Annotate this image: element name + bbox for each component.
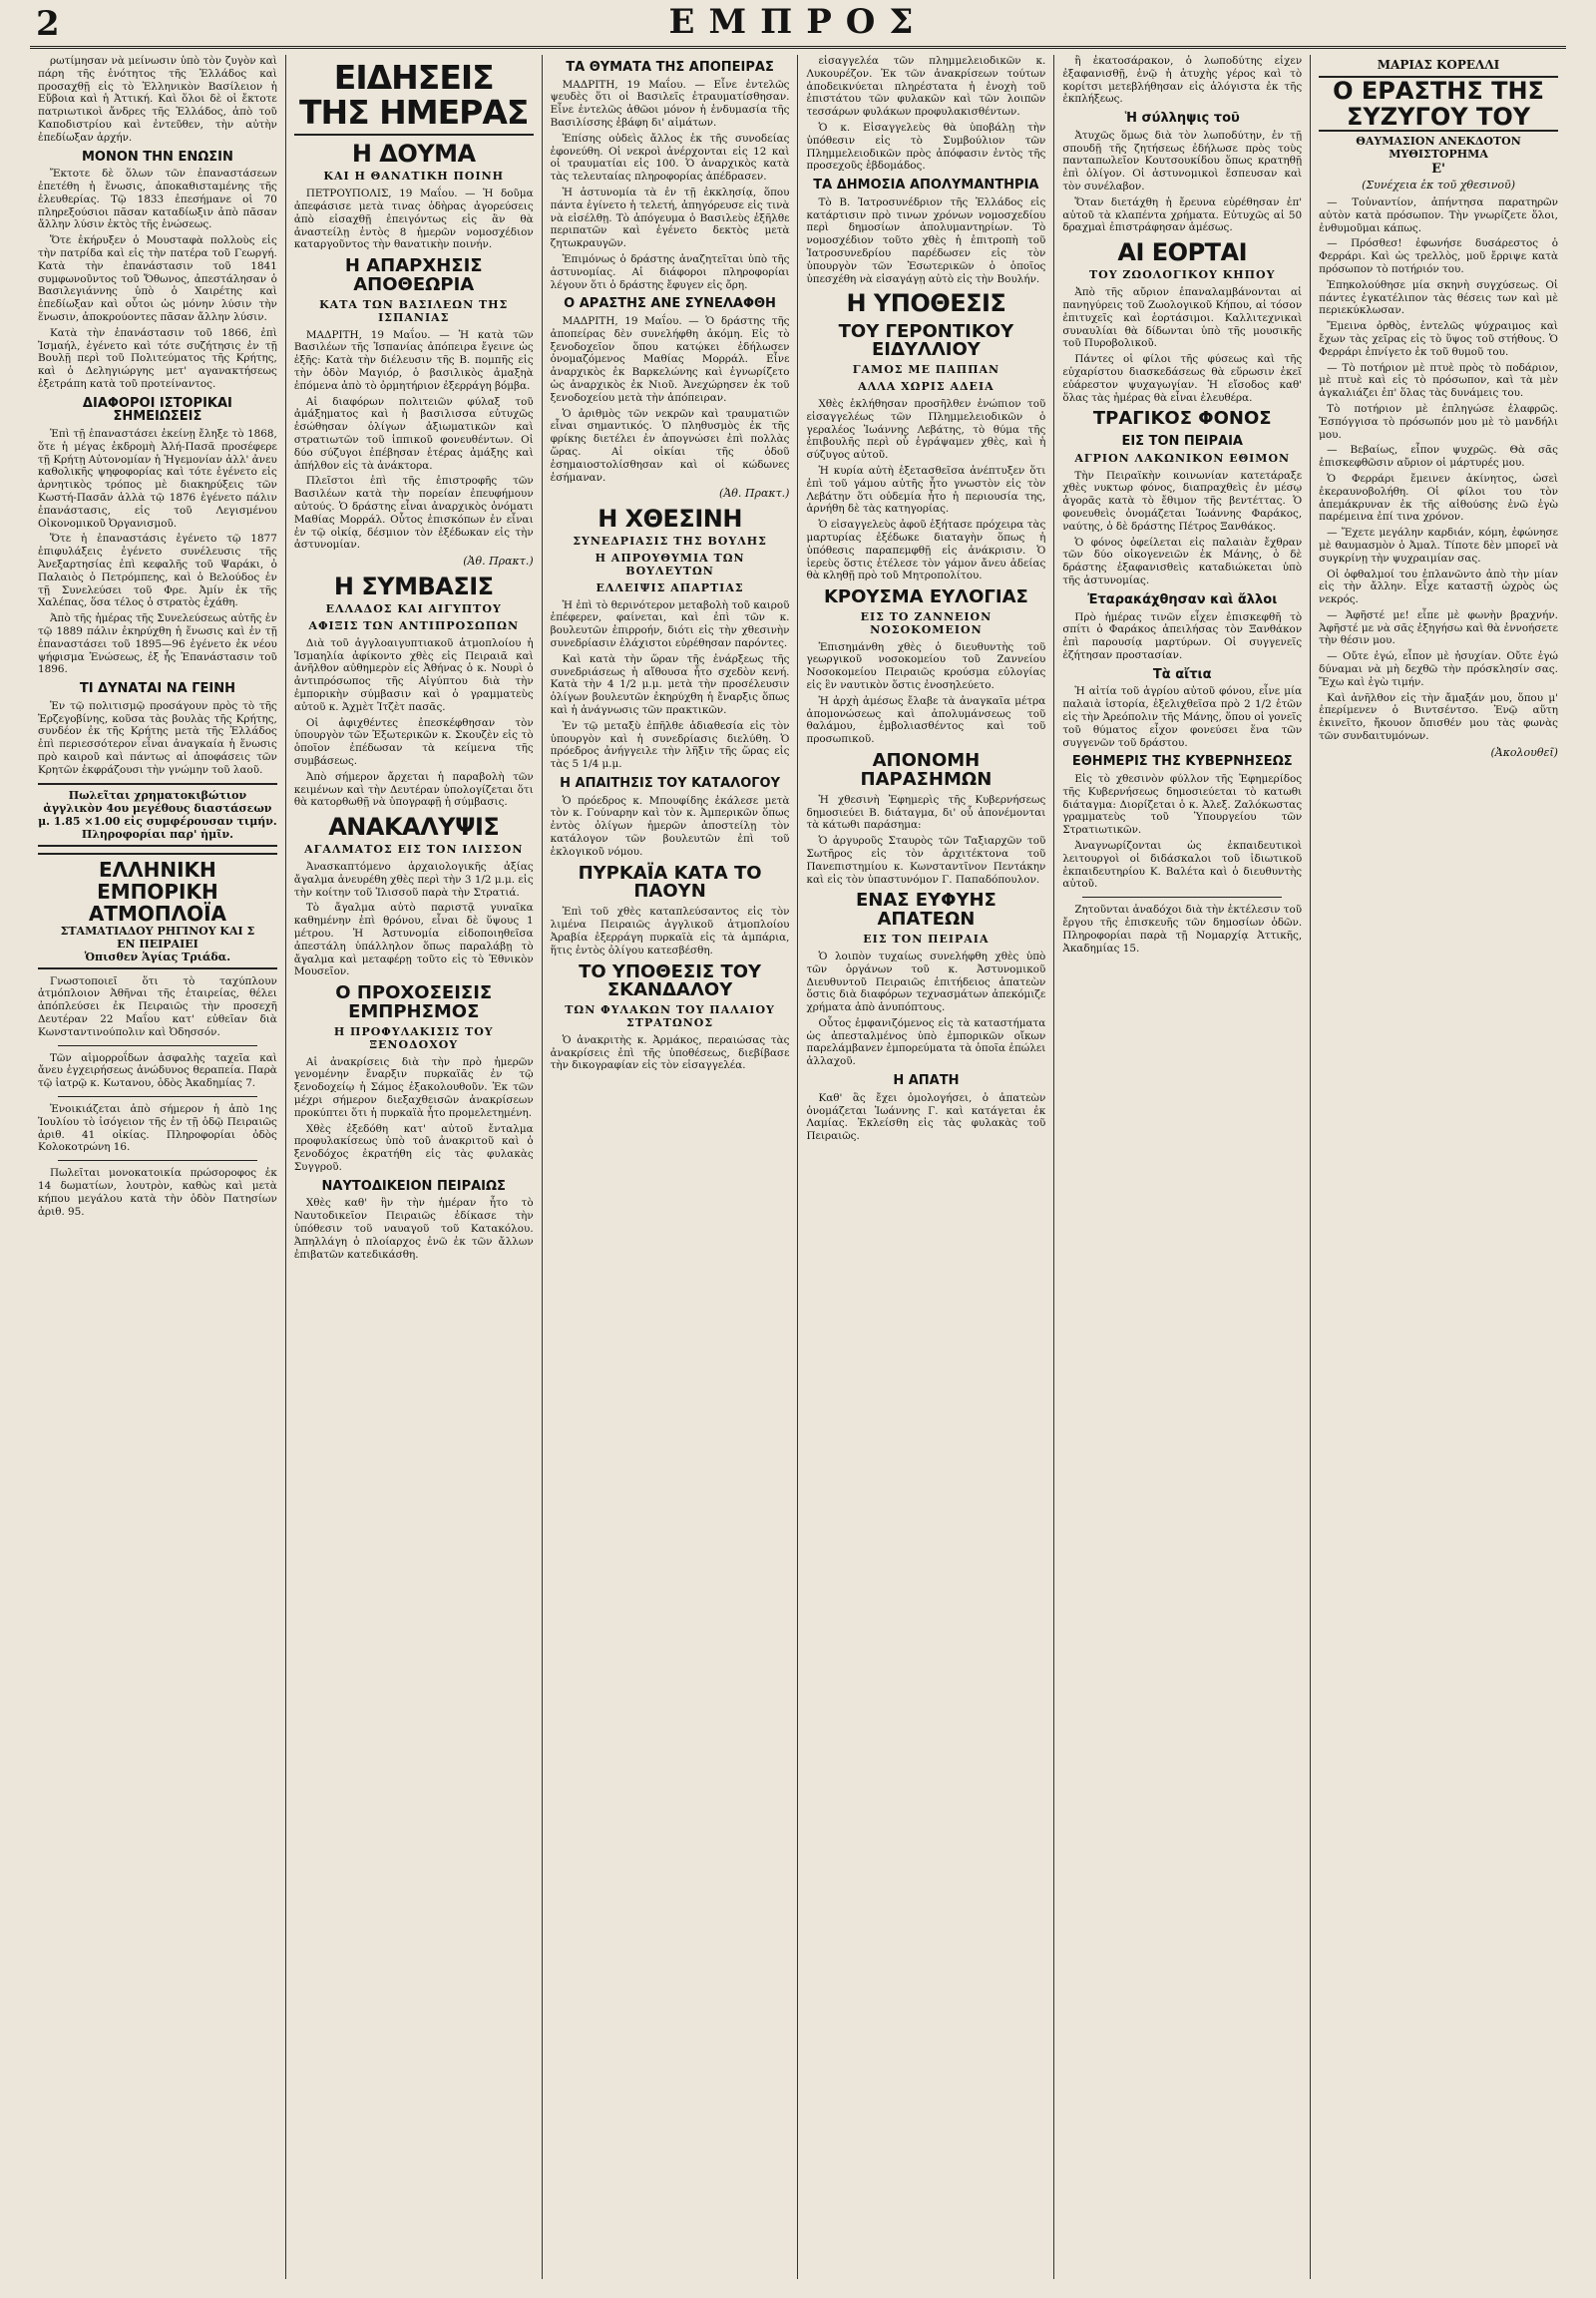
serial-continuation-note: (Συνέχεια ἐκ τοῦ χθεσινοῦ): [1362, 179, 1516, 192]
article-text: ΜΑΔΡΙΤΗ, 19 Μαΐου. — Ἡ κατὰ τῶν Βασιλέων τῆς Ἱσπανίας ἀπόπειρα ἔγεινε ὡς ἑξῆς: Κατὰ τὴν διέλευσιν τῆς Β. πομπῆς εἰς τὴν ὁδὸν Μαγιόρ, ὁ βασιλικὸς ἀμαξηὰ ἐπόμενα ἀπὸ τὸ ὀρμητήριον ἐξερράγη βόμβα.: [293, 328, 534, 392]
column-5: [1054, 55, 1311, 2279]
article-text: Ἐπιμόνως ὁ δράστης ἀναζητεῖται ὑπὸ τῆς ἀστυνομίας. Αἱ διάφοροι πληροφορίαι λέγουν ὅτι ὁ δράστης ἔφυγεν εἰς ὄρη.: [550, 253, 790, 291]
masthead: [30, 0, 1566, 49]
article-text: Ἡ χθεσινὴ Ἐφημερὶς τῆς Κυβερνήσεως δημοσιεύει Β. διάταγμα, δι' οὗ ἀπονέμονται τὰ κάτωθι παράσημα:: [806, 793, 1046, 832]
headline: Η ΣΥΜΒΑΣΙΣ: [333, 572, 494, 600]
headline: ΜΟΝΟΝ ΤΗΝ ΕΝΩΣΙΝ: [81, 149, 233, 165]
source-credit: (Ἀθ. Πρακτ.): [463, 555, 534, 569]
serial-text: Ἔμεινα ὀρθὸς, ἐντελῶς ψύχραιμος καὶ ἔχων τὰς χεῖρας εἰς τὸ ὕψος τοῦ στήθους. Ὁ Φερράρι ἐπνίγετο ἐκ τοῦ θυμοῦ του.: [1319, 320, 1558, 358]
classified-ad: Ἐνοικιάζεται ἀπὸ σήμερον ἡ ἀπὸ 1ης Ἰουλίου τὸ ἰσόγειον τῆς ἐν τῇ ὁδῷ Πειραιῶς ἀριθ. 41 οἰκίας. Πληροφορίαι ὁδὸς Κολοκοτρώνη 16.: [38, 1102, 277, 1154]
section-title: ΕΙΔΗΣΕΙΣ ΤΗΣ ΗΜΕΡΑΣ: [294, 61, 534, 136]
headline: ΤΡΑΓΙΚΟΣ ΦΟΝΟΣ: [1092, 408, 1272, 430]
article-text: Ἀπὸ τῆς ἡμέρας τῆς Συνελεύσεως αὐτῆς ἐν τῷ 1889 πάλιν ἐκηρύχθη ἡ ἕνωσις καὶ ἐν τῇ ἐπαναστάσει τοῦ 1895—96 ἐγένετο ἐκ νέου ψήφισμα Ἐνώσεως, ἐξ ἧς Ἐπανάστασιν τοῦ 1896.: [38, 612, 277, 676]
article-text: Ὅταν διετάχθη ἡ ἔρευνα εὑρέθησαν ἐπ' αὐτοῦ τὰ κλαπέντα χρήματα. Εὐτυχῶς αἱ 50 δραχμαὶ ἐπιστράφησαν ἀμέσως.: [1062, 195, 1303, 234]
article-text: Καθ' ἃς ἔχει ὁμολογήσει, ὁ ἀπατεὼν ὀνομάζεται Ἰωάννης Γ. καὶ κατάγεται ἐκ Λαμίας. Ἐκλείσθη εἰς τὰς φυλακὰς τοῦ Πειραιῶς.: [806, 1091, 1046, 1143]
article-text: Πάντες οἱ φίλοι τῆς φύσεως καὶ τῆς εὐχαρίστου διασκεδάσεως θὰ εὕρωσιν ἐκεῖ εὐάρεστον ψυχαγωγίαν. Ἡ εἴσοδος καθ' ὅλας τὰς ἡμέρας θὰ εἶναι ἐλευθέρα.: [1062, 353, 1303, 404]
shipping-advertisement: [38, 853, 277, 969]
source-credit: (Ἀθ. Πρακτ.): [719, 487, 790, 501]
subheadline: ΕΙΣ ΤΟΝ ΠΕΙΡΑΙΑ: [863, 933, 990, 947]
subheadline: ΤΩΝ ΦΥΛΑΚΩΝ ΤΟΥ ΠΑΛΑΙΟΥ ΣΤΡΑΤΩΝΟΣ: [565, 1003, 775, 1030]
subheadline: ΤΟΥ ΖΩΟΛΟΓΙΚΟΥ ΚΗΠΟΥ: [1088, 268, 1276, 282]
headline: Η ΑΠΑΤΗ: [893, 1073, 960, 1089]
article-text: Ἐπίσης οὐδεὶς ἄλλος ἐκ τῆς συνοδείας ἐφονεύθη. Οἱ νεκροὶ ἀνέρχονται εἰς 12 καὶ οἱ τραυματίαι εἰς 100. Ὁ ἀναρχικὸς κατὰ τὰς τελευταίας πληροφορίας ἀπέδρασεν.: [550, 132, 790, 184]
article-text: Πλεῖστοι ἐπὶ τῆς ἐπιστροφῆς τῶν Βασιλέων κατὰ τὴν πορείαν ἐπευφήμουν αὐτούς. Ὁ δράστης εἶναι ἀναρχικὸς ὀνόματι Μαθίας Μορράλ. Οὗτος ἐπισκόπων ἐν εἶναι ἐν τῷ οἰκίᾳ, δέσμιον τὸν ἐξέδωκαν εἰς τὴν ἀστυνομίαν.: [293, 475, 534, 552]
article-text: ἢ ἐκατοσάρακον, ὁ λωποδύτης εἶχεν ἐξαφανισθῇ, ἐνῷ ἡ ἀτυχὴς γέρος καὶ τὸ κορίτσι μετεβλήθησαν εἰς ἀλόγιστα ἐκ τῆς ἐκπλήξεως.: [1062, 55, 1303, 106]
article-text: Ἀπὸ τῆς αὔριον ἐπαναλαμβάνονται αἱ πανηγύρεις τοῦ Ζωολογικοῦ Κήπου, αἱ τόσον ἐπιτυχεῖς καὶ ἑορτάσιμοι. Καλλιτεχνικαὶ συναυλίαι θὰ δίδωνται ὑπὸ τῆς μουσικῆς τοῦ Πυροβολικοῦ.: [1062, 286, 1303, 350]
article-text: Ὅτε ἐκήρυξεν ὁ Μουσταφὰ πολλοὺς εἰς τὴν πατρίδα καὶ εἰς τὴν πατέρα τοῦ Γεωργή. Κατὰ τὴν ἐπανάστασιν τοῦ 1841 συμφωνοῦντος τοῦ Ὄθωνος, ἀπεστάλησαν ὁ Βασιλεγιάννης ὑπὸ ὁ Χαιρέτης καὶ ἐπεδίωξαν καὶ οὗτοι ὡς μόνην λύσιν τὴν ἕνωσιν, ἀποκρούοντες πᾶσαν ἄλλην λύσιν.: [38, 234, 277, 323]
headline: Η ΑΠΑΡΧΗΣΙΣ ΑΠΟΘΕΩΡΙΑ: [344, 255, 483, 296]
headline: ΝΑΥΤΟΔΙΚΕΙΟΝ ΠΕΙΡΑΙΩΣ: [321, 1178, 506, 1194]
ad-title: ΕΛΛΗΝΙΚΗ: [99, 857, 216, 882]
article-text: Αἱ ἀνακρίσεις διὰ τὴν πρὸ ἡμερῶν γενομένην ἔναρξιν πυρκαϊᾶς ἐν τῷ ξενοδοχείῳ ἡ Σάμος ἐξακολουθοῦν. Ἐκ τῶν μέχρι σήμερον διεξαχθεισῶν ἀνακρίσεων προκύπτει ὅτι ἡ πυρκαϊὰ ἦτο προμελετημένη.: [293, 1055, 534, 1119]
article-text: Ἀναγνωρίζονται ὡς ἐκπαιδευτικοὶ λειτουργοὶ οἱ διδάσκαλοι τοῦ ἰδιωτικοῦ ἐκπαιδευτηρίου Κ. Βαλέτα καὶ ὁ διευθυντὴς αὐτοῦ.: [1062, 839, 1303, 891]
article-text: ΜΑΔΡΙΤΗ, 19 Μαΐου. — Ὁ δράστης τῆς ἀποπείρας δὲν συνελήφθη ἀκόμη. Εἰς τὸ ξενοδοχεῖον ὅπου κατῴκει ἐδήλωσεν ὀνομαζόμενος Μαθίας Μορράλ. Εἶνε ἀναρχικὸς ἐκ Βαρκελώνης καὶ ἐγνωρίζετο ὡς ἀναρχικὸς ἐκ Νιοῦ. Ἀνεχώρησεν ἐκ τοῦ ξενοδοχείου μετὰ τὴν ἀπόπειραν.: [550, 315, 790, 404]
classified-ad: Τῶν αἱμορροΐδων ἀσφαλὴς ταχεῖα καὶ ἄνευ ἐγχειρήσεως ἀνώδυνος θεραπεία. Παρὰ τῷ ἰατρῷ κ. Κωτανου, ὁδὸς Ἀκαδημίας 7.: [38, 1051, 277, 1090]
classified-ad: Πωλεῖται μονοκατοικία πρώσοροφος ἐκ 14 δωματίων, λουτρὸν, καθὼς καὶ μετὰ κήπου μεγάλου κατὰ τὴν ὁδὸν Πατησίων ἀριθ. 95.: [38, 1167, 277, 1218]
article-text: Καὶ κατὰ τὴν ὥραν τῆς ἐνάρξεως τῆς συνεδριάσεως ἡ αἴθουσα ἦτο σχεδὸν κενή. Κατὰ τὴν 4 1/2 μ.μ. μετὰ τὴν προσέλευσιν ὀλίγων βουλευτῶν ἐκηρύχθη ἡ ἔναρξις ὅπως καὶ ἡ ἀνάγνωσις τῶν πρακτικῶν.: [550, 652, 790, 716]
headline: Ο ΑΡΑΣΤΗΣ ΑΝΕ ΣΥΝΕΛΑΦΘΗ: [564, 296, 776, 312]
article-text: Οἱ ἀφιχθέντες ἐπεσκέφθησαν τὸν ὑπουργὸν τῶν Ἐξωτερικῶν κ. Σκουζὲν εἰς τὸ ὁποῖον ἐπέδωσαν τὰ κείμενα τῆς συμβάσεως.: [293, 716, 534, 767]
headline: ΤΑ ΔΗΜΟΣΙΑ ΑΠΟΛΥΜΑΝΤΗΡΙΑ: [813, 178, 1039, 193]
article-text: Ἡ κυρία αὐτὴ ἐξετασθεῖσα ἀνέπτυξεν ὅτι ἐπὶ τοῦ γάμου αὐτῆς ἦτο γνωστὸν εἰς τὸν Λεβάτην ὅτι οὐδεμία ἦτο ἡ περιουσία της, ἀρνήθη δὲ τὰς κατηγορίας.: [806, 464, 1046, 516]
continued-note: (Ἀκολουθεῖ): [1490, 745, 1558, 759]
article-text: Ἐν τῷ πολιτισμῷ προσάγουν πρὸς τὸ τῆς Ἐρζεγοβίνης, κοῦσα τὰς βουλὰς τῆς Κρήτης, συνδέον ἐκ τῆς Κρήτης μετὰ τῆς Ἑλλάδος ἐπὶ περιεσσότερον εἶναι ἀναγκαία ἡ ἕνωσις πρὸ καιροῦ καὶ πάντως αἱ ἀποφάσεις τῶν Κρητῶν ἐκφράζουσι τὴν γνώμην τοῦ λαοῦ.: [38, 699, 277, 776]
article-text: Ἐπισημάνθη χθὲς ὁ διευθυντὴς τοῦ γεωργικοῦ νοσοκομείου τοῦ Ζαννείου Νοσοκομείου Πειραιῶς κρούσμα εὐλογίας εἰς ἓν ναυτικὸν ὅστις ἐνοσηλεύετο.: [806, 640, 1046, 691]
serial-text: Τὸ ποτήριον μὲ ἐπληγώσε ἐλαφρῶς. Ἐσπόγγισα τὸ πρόσωπόν μου μὲ τὸ μανδήλι μου.: [1319, 402, 1558, 441]
headline: ΚΡΟΥΣΜΑ ΕΥΛΟΓΙΑΣ: [823, 586, 1028, 608]
page-number: 2: [36, 4, 60, 44]
subheadline: ΑΦΙΞΙΣ ΤΩΝ ΑΝΤΙΠΡΟΣΩΠΩΝ: [308, 618, 520, 632]
subheadline: ΕΙΣ ΤΟ ΖΑΝΝΕΙΟΝ ΝΟΣΟΚΟΜΕΙΟΝ: [860, 610, 993, 636]
article-text: Ἐπὶ τῇ ἐπαναστάσει ἐκείνῃ ἔληξε τὸ 1868, ὅτε ἡ μέγας ἐκδρομὴ Ἀλή-Πασᾶ προσέφερε τῇ Κρήτῃ Αὐτονομίαν ἡ Ἡγεμονίαν ἀλλ' ἀνευ καθολικῆς ψηφοφορίας καὶ τότε ἐγένετο εἰς ἀρνητικὸς τρόπος μὲ διακηρύξεις τῶν Κωστή-Πασᾶν ἀλλὰ τῷ 1876 ἐγένετο πάλιν ἐπανάστασις, εἰς τοῦ Λεγισμένου Οἰκονομικοῦ Ὀργανισμοῦ.: [38, 428, 277, 530]
headline: ΤΑ ΘΥΜΑΤΑ ΤΗΣ ΑΠΟΠΕΙΡΑΣ: [566, 60, 774, 75]
headline: Τὰ αἴτια: [1152, 666, 1212, 682]
newspaper-title: ΕΜΠΡΟΣ: [668, 2, 928, 42]
article-text: Ὁ ἀνακριτὴς κ. Ἀρμάκος, περαιώσας τὰς ἀνακρίσεις ἐπὶ τῆς ὑποθέσεως, διεβίβασε τὴν δικογραφίαν εἰς τὸν εἰσαγγελέα.: [550, 1033, 790, 1072]
headline: Η ΧΘΕΣΙΝΗ: [598, 505, 742, 534]
serial-title: Ο ΕΡΑΣΤΗΣ ΤΗΣ ΣΥΖΥΓΟΥ ΤΟΥ: [1319, 76, 1558, 132]
article-text: Ἡ ἐπὶ τὸ θερινότερον μεταβολὴ τοῦ καιροῦ ἐπέφερεν, φαίνεται, καὶ ἐπὶ τῶν κ. βουλευτῶν ἐπιρροήν, διότι εἰς τὴν χθεσινὴν συνεδρίασιν ἐλάχιστοι εὑρέθησαν παρόντες.: [550, 598, 790, 649]
article-text: Οὗτος ἐμφανιζόμενος εἰς τὰ καταστήματα ὡς ἀπεσταλμένος ὑπὸ ἐμπορικῶν οἴκων παρελάμβανεν ἐμπορεύματα τὰ ὁποῖα ἐπώλει ἀλλαχοῦ.: [806, 1016, 1046, 1068]
serial-text: — Τοὐναντίον, ἀπήντησα παρατηρῶν αὐτὸν κατὰ πρόσωπον. Τὴν γνωρίζετε ὅλοι, ἐνθυμοῦμαι κάπως.: [1319, 195, 1558, 234]
advertisement: [38, 783, 277, 847]
subheadline: Η ΑΠΡΟΥΘΥΜΙΑ ΤΩΝ ΒΟΥΛΕΥΤΩΝ: [595, 552, 745, 577]
serial-text: — Τὸ ποτήριον μὲ πτυὲ πρὸς τὸ ποδάριον, μὲ πτυὲ καὶ εἰς τὸ πρόσωπον, καὶ τὰ μὲν ἀγκαλιάζει ἐπ' ὅλας τὰς δυνάμεις του.: [1319, 361, 1558, 400]
article-text: Ὁ εἰσαγγελεὺς ἀφοῦ ἐξήτασε πρόχειρα τὰς μαρτυρίας ἐξέδωκε διαταγὴν ὅπως ἡ ὑπόθεσις παραπεμφθῇ εἰς ἀνάκρισιν. Ὁ ἱερεὺς ὅστις ἐτέλεσε τὸν γάμον ἄνευ ἀδείας θὰ κληθῇ πρὸ τοῦ Μητροπολίτου.: [806, 519, 1046, 582]
headline: Η ΑΠΑΙΤΗΣΙΣ ΤΟΥ ΚΑΤΑΛΟΓΟΥ: [560, 775, 781, 791]
subheadline: ΑΛΛΑ ΧΩΡΙΣ ΑΔΕΙΑ: [858, 380, 995, 394]
article-text: Χθὲς ἐξεδόθη κατ' αὐτοῦ ἔνταλμα προφυλακίσεως ὑπὸ τοῦ ἀνακριτοῦ καὶ ὁ ξενοδόχος ἐκρατήθη εἰς τὰς φυλακὰς Συγγροῦ.: [293, 1122, 534, 1174]
headline: Ἡ σύλληψις τοῦ: [1124, 111, 1240, 127]
serial-subtitle: ΘΑΥΜΑΣΙΟΝ ΑΝΕΚΔΟΤΟΝ ΜΥΘΙΣΤΟΡΗΜΑ: [1356, 134, 1521, 161]
article-text: Ἐν τῷ μεταξὺ ἐπῆλθε ἀδιαθεσία εἰς τὸν ὑπουργὸν καὶ ἡ συνεδρίασις διελύθη. Ὁ πρόεδρος ἀνήγγειλε τὴν λῆξιν τῆς ὥρας εἰς τὰς 5 1/4 μ.μ.: [550, 719, 790, 771]
article-text: Αἱ διαφόρων πολιτειῶν φύλαξ τοῦ ἀμάξηματος καὶ ἡ βασιλισσα εὐτυχῶς ἐσώθησαν ὀλίγων ἀξιωματικῶν καὶ στρατιωτῶν τοῦ ἱππικοῦ φονευθέντων. Οἱ δύο σύζυγοι ἐπέβησαν ἑτέρας ἀμάξης καὶ ἀπήλθον εἰς τὰ ἀνάκτορα.: [293, 395, 534, 472]
headline: ΑΝΑΚΑΛΥΨΙΣ: [328, 813, 500, 842]
article-text: Χθὲς ἐκλήθησαν προσῆλθεν ἐνώπιον τοῦ εἰσαγγελέως τῶν Πλημμελειοδικῶν ὁ γεραλέος Ἰωάννης Λεβάτης, τὸ θύμα τῆς ἐπιβουλῆς περὶ οὗ ἐγράψαμεν χθὲς, καὶ ἡ σύζυγος αὐτοῦ.: [806, 397, 1046, 462]
headline: ΤΟ ΥΠΟΘΕΣΙΣ ΤΟΥ ΣΚΑΝΔΑΛΟΥ: [579, 960, 762, 1001]
subheadline: ΚΑΙ Η ΘΑΝΑΤΙΚΗ ΠΟΙΝΗ: [323, 170, 505, 184]
ad-text: Πωλεῖται χρηματοκιβώτιον ἀγγλικὸν 4ου μεγέθους διαστάσεων μ. 1.85 ×1.00 εἰς συμφέρουσαν τιμήν. Πληροφορίαι παρ' ἡμῖν.: [38, 788, 277, 841]
column-2: [286, 55, 543, 2279]
article-text: Χθὲς καθ' ἣν τὴν ἡμέραν ἦτο τὸ Ναυτοδικεῖον Πειραιῶς ἐδίκασε τὴν ὑπόθεσιν τοῦ ναυαγοῦ τοῦ Κατακόλου. Ἀπηλλάγη ὁ πλοίαρχος ἐνῶ ἐκ τῶν ἄλλων ἐπιβατῶν κατεδικάσθη.: [293, 1197, 534, 1261]
article-text: Ἀνασκαπτόμενο ἀρχαιολογικῆς ἀξίας ἄγαλμα ἀνευρέθη χθὲς περὶ τὴν 3 1/2 μ.μ. εἰς τὴν κοίτην τοῦ Ἰλισσοῦ παρὰ τὴν Στρατιά.: [293, 861, 534, 899]
article-text: Γνωστοποιεῖ ὅτι τὸ ταχύπλουν ἀτμόπλοιον Ἀθῆναι τῆς ἐταιρείας, θέλει ἀπόπλεύσει ἐκ Πειραιῶς τὴν προσεχῆ Δευτέραν 22 Μαΐου κατ' εὐθεῖαν διὰ Κωνσταντινούπολιν καὶ Ὀδησσόν.: [38, 974, 277, 1038]
article-text: Ἡ ἀρχὴ ἀμέσως ἔλαβε τὰ ἀναγκαῖα μέτρα ἀπομονώσεως καὶ ἀπολυμάνσεως τοῦ θαλάμου, ἐμβολιασθέντος καὶ τοῦ προσωπικοῦ.: [806, 694, 1046, 746]
article-text: Πρὸ ἡμέρας τινῶν εἶχεν ἐπισκεφθῆ τὸ σπίτι ὁ Φαράκος ἀπειλήσας τὸν Ξανθάκον ἐπὶ παρουσίᾳ μαρτύρων. Οἱ συγγενεῖς ἐζήτησαν προστασίαν.: [1062, 610, 1303, 661]
headline: ΤΙ ΔΥΝΑΤΑΙ ΝΑ ΓΕΙΝΗ: [79, 681, 235, 697]
serial-text: — Οὔτε ἐγώ, εἶπον μὲ ἡσυχίαν. Οὔτε ἐγώ δύναμαι νὰ μὴ δεχθῶ τὴν πρόσκλησίν σας. Ἔχω καὶ ἐγὼ τιμήν.: [1319, 650, 1558, 688]
serial-text: — Βεβαίως, εἶπον ψυχρῶς. Θὰ σᾶς ἐπισκεφθῶσιν αὔριον οἱ μάρτυρές μου.: [1319, 444, 1558, 470]
serial-author: ΜΑΡΙΑΣ ΚΟΡΕΛΛΙ: [1377, 58, 1500, 72]
column-3: [543, 55, 799, 2279]
article-text: Ὁ λοιπὸν τυχαίως συνελήφθη χθὲς ὑπὸ τῶν ὀργάνων τοῦ κ. Ἀστυνομικοῦ Διευθυντοῦ Πειραιῶς ἐπιτήδειος ἀπατεὼν ὅστις διὰ διαφόρων τεχνασμάτων ἀπεκόμιζε χρήματα ἀπὸ ἀνυπόπτους.: [806, 950, 1046, 1014]
serial-text: — Ἔχετε μεγάλην καρδιάν, κόμη, ἐφώνησε μὲ θαυμασμὸν ὁ Ἀμαλ. Τίποτε δὲν μπορεῖ νὰ συγκρίνῃ τὴν ψυχραιμίαν σας.: [1319, 527, 1558, 565]
subheadline: ΕΛΛΕΙΨΙΣ ΑΠΑΡΤΙΑΣ: [596, 580, 744, 594]
subheadline: ΕΛΛΑΔΟΣ ΚΑΙ ΑΙΓΥΠΤΟΥ: [325, 602, 502, 616]
subheadline: Η ΠΡΟΦΥΛΑΚΙΣΙΣ ΤΟΥ ΞΕΝΟΔΟΧΟΥ: [333, 1025, 494, 1051]
serial-part-number: Ε': [1431, 162, 1445, 178]
column-4: [798, 55, 1054, 2279]
article-text: Ὁ ἀριθμὸς τῶν νεκρῶν καὶ τραυματιῶν εἶναι σημαντικός. Ὁ πληθυσμὸς ἐκ τῆς φρίκης διετέλει ἐν ἀπογνώσει ἐπὶ πολλὰς ὥρας. Αἱ οἰκίαι τῆς ὁδοῦ ἐσημαιοστολίσθησαν καὶ οἱ κώδωνες ἐσήμαναν.: [550, 407, 790, 484]
headline: ΔΙΑΦΟΡΟΙ ΙΣΤΟΡΙΚΑΙ ΣΗΜΕΙΩΣΕΙΣ: [82, 395, 232, 425]
subheadline: ΓΑΜΟΣ ΜΕ ΠΑΠΠΑΝ: [852, 363, 1000, 377]
article-text: Ἀπὸ σήμερον ἄρχεται ἡ παραβολὴ τῶν κειμένων καὶ τὴν Δευτέραν ὑπολογίζεται ὅτι θὰ κατορθωθῇ νὰ ὑπογραφῇ ἡ σύμβασις.: [293, 770, 534, 809]
column-1: [30, 55, 286, 2279]
subheadline: ΑΓΡΙΟΝ ΛΑΚΩΝΙΚΟΝ ΕΘΙΜΟΝ: [1074, 451, 1291, 465]
classified-ad: Ζητοῦνται ἀναδόχοι διὰ τὴν ἐκτέλεσιν τοῦ ἔργου τῆς ἐπισκευῆς τῶν δημοσίων ὁδῶν. Πληροφορίαι παρὰ τῇ Νομαρχίᾳ Ἀττικῆς, Ἀκαδημίας 15.: [1062, 904, 1303, 955]
article-text: Ἔκτοτε δὲ ὅλων τῶν ἐπαναστάσεων ἐπετέθη ἡ ἕνωσις, ἀποκαθισταμένης τῆς ἐλευθερίας. Τῷ 1833 ἐπεσήμανε οἱ 70 πληρεξούσιοι πᾶσαν καταδίωξιν ἀπὸ πᾶσαν ἄλλην λύσιν ἐκτὸς τῆς ἑνώσεως.: [38, 168, 277, 231]
serial-text: — Πρόσθεσ! ἐφωνήσε δυσάρεστος ὁ Φερράρι. Καὶ ὡς τρελλὸς, μοῦ ἔρριψε κατὰ πρόσωπον τὸ ποτήριόν του.: [1319, 237, 1558, 275]
headline: ΕΝΑΣ ΕΥΦΥΗΣ ΑΠΑΤΕΩΝ: [855, 890, 997, 931]
article-text: Τὴν Πειραϊκὴν κοινωνίαν κατετάραξε χθὲς νυκτωρ φόνος, διαπραχθεὶς ἐν μέσῳ ἀγορᾶς κατὰ τὸ ἔθιμον τῆς βεντέττας. Ὁ φονευθεὶς ὀνομάζεται Ἰωάννης Φαράκος, ναύτης, ὁ δὲ δράστης Πέτρος Ξανθάκος.: [1062, 469, 1303, 533]
article-text: Ἐπὶ τοῦ χθὲς καταπλεύσαντος εἰς τὸν λιμένα Πειραιῶς ἀγγλικοῦ ἀτμοπλοίου Ἀραβία ἐξερράγη πυρκαϊὰ εἰς τὰ ἀμπάρια, ἥτις ἐντὸς ὀλίγου κατεσβέσθη.: [550, 906, 790, 957]
article-text: Τὸ Β. Ἰατροσυνέδριον τῆς Ἑλλάδος εἰς κατάρτισιν πρὸ τινων χρόνων νομοσχεδίου περὶ δημοσίων ἀπολυμαντηρίων. Τὸ νομοσχέδιον τοῦτο χθὲς ἡ ἐπιτροπὴ τοῦ Ἰατροσυνεδρίου παρέδωσεν εἰς τὸν ὑπουργὸν τῶν Ἐσωτερικῶν ὁ ὁποῖος ὑπεσχέθη νὰ εἰσαγάγῃ αὐτὸ εἰς τὴν Βουλήν.: [806, 195, 1046, 285]
divider: [1082, 897, 1282, 898]
ad-text: ΕΝ ΠΕΙΡΑΙΕΙ: [117, 937, 199, 951]
column-6-serial: [1311, 55, 1566, 2279]
serial-text: Ἐπηκολούθησε μία σκηνὴ συγχύσεως. Οἱ πάντες ἐγκατέλιπον τὰς θέσεις των καὶ μὲ περιεκύκλωσαν.: [1319, 278, 1558, 317]
article-text: ρωτίμησαν νὰ μείνωσιν ὑπὸ τὸν ζυγὸν καὶ πάρη τῆς ἑνότητος τῆς Ἑλλάδος καὶ προσαχθῇ εἰς τὸ Ἑλληνικὸν Βασίλειον ἡ Εὔβοια καὶ ἡ Ἀττική. Καὶ ὅλοι δὲ οἱ ἔκτοτε πατριωτικοὶ ἄνδρες τῆς Ἑλλάδος, ἀπὸ τοῦ Καποδιστρίου καὶ ἐντεῦθεν, τὴν αὐτὴν ἐπεδίωξαν ἀρχήν.: [38, 55, 277, 144]
article-text: Ἡ αἰτία τοῦ ἀγρίου αὐτοῦ φόνου, εἶνε μία παλαιὰ ἱστορία, ἐξελιχθεῖσα πρὸ 2 1/2 ἐτῶν εἰς τὴν Ἀρεόπολιν τῆς Μάνης, ὅπου οἱ γονεῖς τοῦ θύματος εἶχον φονεύσει ἕνα τῶν συγγενῶν τοῦ δράστου.: [1062, 685, 1303, 749]
article-text: εἰσαγγελέα τῶν πλημμελειοδικῶν κ. Λυκουρέζον. Ἐκ τῶν ἀνακρίσεων τούτων ἀποδεικνύεται πληρέστατα ἡ ἐνοχὴ τοῦ ἐπιστάτου τῶν φυλακῶν καὶ τῶν λοιπῶν τεσσάρων φυλάκων προφυλακισθέντων.: [806, 55, 1046, 119]
serial-text: — Ἀφῆστέ με! εἶπε μὲ φωνὴν βραχνήν. Ἀφῆστέ με νὰ σᾶς ἐξηγήσω καὶ θὰ ἐννοήσετε τὴν θέσιν μου.: [1319, 608, 1558, 647]
serial-text: Οἱ ὀφθαλμοί του ἐπλανῶντο ἀπὸ τὴν μίαν εἰς τὴν ἄλλην. Εἶχε καταστῇ ὠχρὸς ὡς νεκρός.: [1319, 568, 1558, 606]
ad-text: ΣΤΑΜΑΤΙΑΔΟΥ ΡΗΓΙΝΟΥ ΚΑΙ Σ: [60, 924, 255, 938]
article-text: Ἀτυχῶς ὅμως διὰ τὸν λωποδύτην, ἐν τῇ σπουδῇ τῆς ζητήσεως ἐδήλωσε πρὸς τοὺς πανταπωλεῖον Κουτσουκίδου ὅπως κρατηθῇ ἐπὶ ὀλίγον. Οἱ ἀστυνομικοὶ ἔσπευσαν καὶ τὸν συνέλαβον.: [1062, 129, 1303, 193]
headline: ΕΙΣ ΤΟΝ ΠΕΙΡΑΙΑ: [1121, 434, 1243, 450]
article-text: Εἰς τὸ χθεσινὸν φύλλον τῆς Ἐφημερίδος τῆς Κυβερνήσεως δημοσιεύεται τὸ κατωθι διάταγμα: Διορίζεται ὁ κ. Ἀλεξ. Ζαλόκωστας γραμματεὺς τοῦ Ὑπουργείου τῶν Στρατιωτικῶν.: [1062, 772, 1303, 837]
headline: Ο ΠΡΟΧΟΣΕΙΣΙΣ ΕΜΠΡΗΣΜΟΣ: [335, 982, 493, 1023]
article-text: Ὁ ἀργυροῦς Σταυρὸς τῶν Ταξιαρχῶν τοῦ Σωτῆρος εἰς τὸν ἀρχιτέκτονα τοῦ Πανεπιστημίου κ. Κωνσταντῖνον Πεντάκην καὶ εἰς τὸν ὑπαστυνόμον Γ. Παπαδόπουλον.: [806, 835, 1046, 886]
ad-title: ΕΜΠΟΡΙΚΗ ΑΤΜΟΠΛΟΪΑ: [88, 879, 226, 926]
serial-text: Ὁ Φερράρι ἔμεινεν ἀκίνητος, ὡσεὶ ἐκεραυνοβολήθη. Οἱ φίλοι του τὸν ἀπεμάκρυναν ἐκ τῆς αἰθούσης ἐνῶ ἐγὼ παρέμεινα ἐπί τινα χρόνον.: [1319, 472, 1558, 524]
headline: ΠΥΡΚΑΪΑ ΚΑΤΑ ΤΟ ΠΑΟΥΝ: [578, 862, 762, 903]
headline: ΕΘΗΜΕΡΙΣ ΤΗΣ ΚΥΒΕΡΝΗΣΕΩΣ: [1071, 754, 1293, 770]
article-text: Ἡ ἀστυνομία τὰ ἐν τῇ ἐκκλησίᾳ, ὅπου πάντα ἐγίνετο ἡ τελετή, ἀπηγόρευσε εἰς τινὰ νὰ εἰσέλθῃ. Τὸ ἀπόγευμα ὁ Βασιλεὺς ἐξῆλθε περιπατῶν καὶ ἐγένετο δεκτὸς μετὰ ζητωκραυγῶν.: [550, 187, 790, 250]
article-text: ΠΕΤΡΟΥΠΟΛΙΣ, 19 Μαΐου. — Ἡ δοῦμα ἀπεφάσισε μετὰ τινας ὁδὴρας ἀγορεύσεις ἀπὸ εἰσαχθῇ ἐπειγόντως εἰς ἂν θὰ ἀναστείλῃ ἐντὸς 8 ἡμερῶν νομοσχέδιον καταργοῦντος τὴν θανατικὴν ποινήν.: [293, 188, 534, 251]
subheadline: ΚΑΤΑ ΤΩΝ ΒΑΣΙΛΕΩΝ ΤΗΣ ΙΣΠΑΝΙΑΣ: [319, 298, 509, 324]
headline: ΤΟΥ ΓΕΡΟΝΤΙΚΟΥ ΕΙΔΥΛΛΙΟΥ: [838, 320, 1014, 361]
divider: [58, 1096, 257, 1097]
article-text: Ὁ κ. Εἰσαγγελεὺς θὰ ὑποβάλῃ τὴν ὑπόθεσιν εἰς τὸ Συμβούλιον τῶν Πλημμελειοδικῶν πρὸς ἀπόφασιν ἐντὸς τῆς προσεχοῦς ἑβδομάδος.: [806, 121, 1046, 173]
headline: Η ΥΠΟΘΕΣΙΣ: [846, 289, 1006, 318]
article-text: Ὁ φόνος ὀφείλεται εἰς παλαιὰν ἔχθραν τῶν δύο οἰκογενειῶν ἐκ Μάνης, ὁ δὲ δράστης ἐξαφανισθεὶς καταδιώκεται ὑπὸ τῆς ἀστυνομίας.: [1062, 536, 1303, 587]
divider: [58, 1045, 257, 1046]
article-text: Ὁ πρόεδρος κ. Μπουφίδης ἐκάλεσε μετὰ τὸν κ. Γούναρην καὶ τὸν κ. Ἀμπερικῶν ὅπως ἐντὸς ὀλίγων ἡμερῶν ἀποστείλῃ τὸν κατάλογον τῶν βουλευτῶν ἐπὶ τοῦ ἐκλογικοῦ νόμου.: [550, 794, 790, 858]
columns: [30, 55, 1566, 2279]
subheadline: ΣΥΝΕΔΡΙΑΣΙΣ ΤΗΣ ΒΟΥΛΗΣ: [573, 535, 767, 549]
headline: ΑΠΟΝΟΜΗ ΠΑΡΑΣΗΜΩΝ: [860, 749, 993, 790]
article-text: ΜΑΔΡΙΤΗ, 19 Μαΐου. — Εἶνε ἐντελῶς ψευδὲς ὅτι οἱ Βασιλεῖς ἐτραυματίσθησαν. Εἶνε ἐντελῶς ἀθῶοι μόνον ἡ ἐνδυμασία τῆς Βασιλίσσης ἐβάφη δι' αἱμάτων.: [550, 78, 790, 130]
ad-text: Ὁπισθεν Ἁγίας Τριάδα.: [84, 950, 231, 963]
serial-text: Καὶ ἀνῆλθον εἰς τὴν ἄμαξάν μου, ὅπου μ' ἐπερίμενεν ὁ Βιντσέντσο. Ἐνῷ αὕτη ἐκινεῖτο, ἤκουον ὄπισθέν μου τὰς φωνὰς τῶν συνδαιτυμόνων.: [1319, 691, 1558, 743]
headline: ΑΙ ΕΟΡΤΑΙ: [1117, 238, 1248, 267]
article-text: Κατὰ τὴν ἐπανάστασιν τοῦ 1866, ἐπὶ Ἰσμαήλ, ἐγένετο καὶ τότε συζήτησις ἐν τῇ Βουλῇ περὶ τοῦ Πολιτεύματος τῆς Κρήτης, καὶ ὁ Δεληγιώργης μετ' αγανακτήσεως ἐξετράπη κατὰ τοῦ προτείναντος.: [38, 326, 277, 390]
article-text: Τὸ ἄγαλμα αὐτὸ παριστᾷ γυναῖκα καθημένην ἐπὶ θρόνου, εἶναι δὲ ὕψους 1 μέτρου. Ἡ Ἀστυνομία εἰδοποιηθεῖσα ἀπεστάλη ὑπάλληλον ὅπως παραλάβῃ τὸ ἄγαλμα καὶ μεταφέρῃ τοῦτο εἰς τὸ Ἐθνικὸν Μουσεῖον.: [293, 902, 534, 978]
article-text: Ὅτε ἡ ἐπαναστάσις ἐγένετο τῷ 1877 ἐπιφυλάξεις ἐγένετο συνέλευσις τῆς Ἀνεξαρτησίας ἐπὶ κεφαλῆς τοῦ Ψαράκι, ὁ Παλαιὸς ὁ Πετρόμπεης, καὶ ὁ Βελούδος ἐν τῇ Συνελεύσει τοῦ Φρε. Ἀμίν ἐκ τῆς Χαλέπας, ὅσα τέλος ὁ στρατὸς ἐχάθη.: [38, 533, 277, 609]
article-text: Διὰ τοῦ ἀγγλοαιγυπτιακοῦ ἀτμοπλοίου ἡ Ἰσμαηλία ἀφίκοντο χθὲς εἰς Πειραιᾶ καὶ ἀνῆλθον αὐθημερὸν εἰς Ἀθήνας ὁ κ. Νουρὶ ὁ ἀντιπρόσωπος τῆς Αἰγύπτου διὰ τὴν ἐμπορικὴν σύμβασιν καὶ ὁ γραμματεὺς αὐτοῦ κ. Ἀχμὲτ Ἰτζὲτ πασᾶς.: [293, 636, 534, 713]
divider: [58, 1160, 257, 1161]
headline: Ἐταρακάχθησαν καὶ ἄλλοι: [1087, 591, 1278, 607]
subheadline: ΑΓΑΛΜΑΤΟΣ ΕΙΣ ΤΟΝ ΙΛΙΣΣΟΝ: [304, 843, 524, 857]
headline: Η ΔΟΥΜΑ: [351, 140, 476, 169]
